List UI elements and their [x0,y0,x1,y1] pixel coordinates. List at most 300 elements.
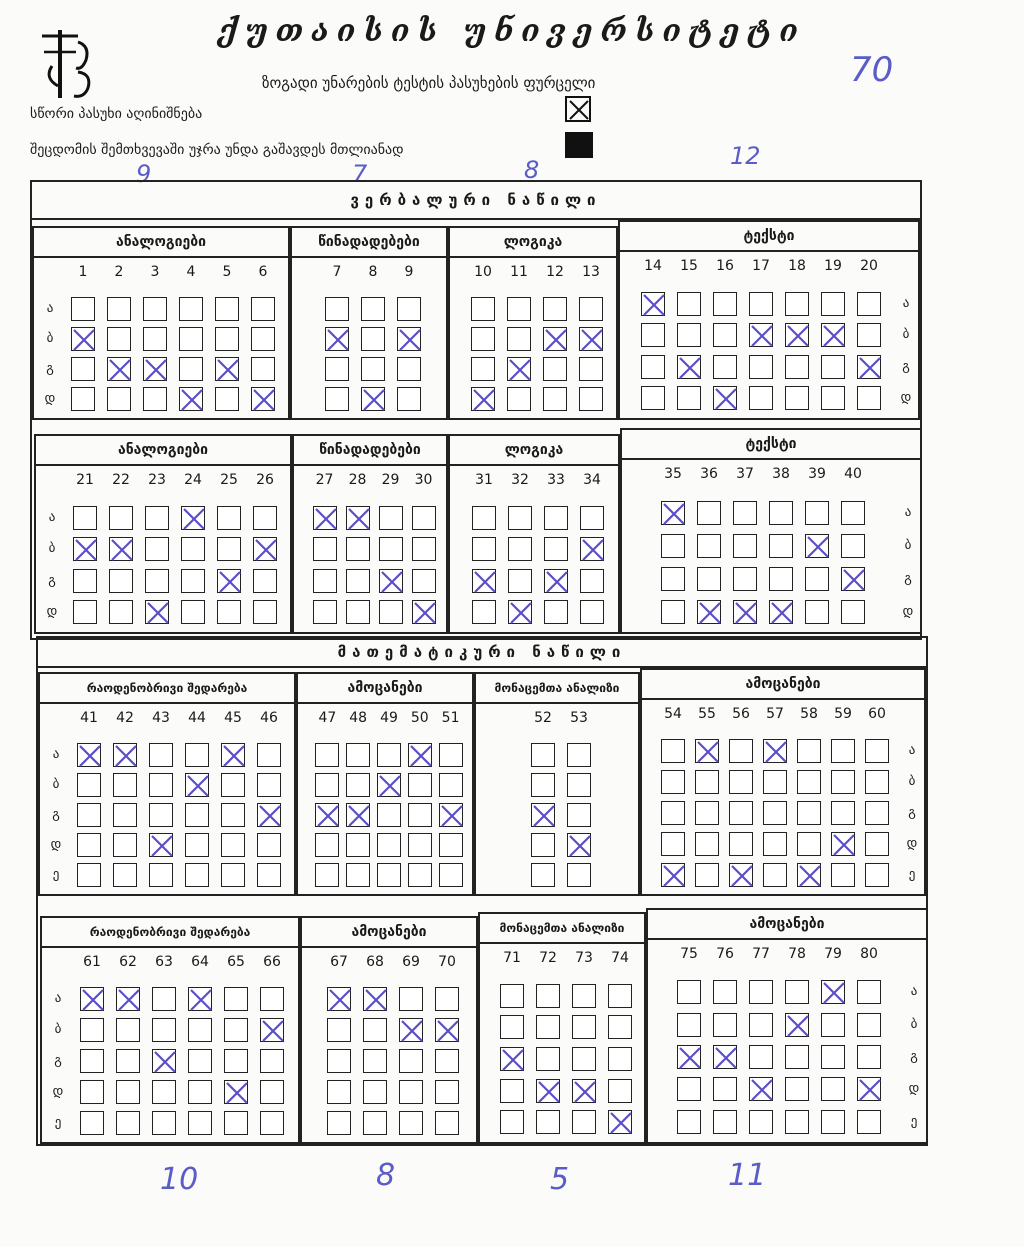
answer-checkbox[interactable] [544,537,568,561]
answer-checkbox[interactable] [253,600,277,624]
answer-checkbox[interactable] [695,801,719,825]
answer-checkbox[interactable] [608,1079,632,1103]
answer-checkbox[interactable] [327,1111,351,1135]
answer-checkbox[interactable] [181,569,205,593]
answer-checkbox[interactable] [435,987,459,1011]
answer-checkbox[interactable] [379,537,403,561]
answer-checkbox[interactable] [641,323,665,347]
answer-checkbox-marked[interactable] [695,739,719,763]
answer-checkbox[interactable] [251,327,275,351]
answer-checkbox-marked[interactable] [327,987,351,1011]
answer-checkbox[interactable] [313,537,337,561]
answer-checkbox-marked[interactable] [149,833,173,857]
answer-checkbox-marked[interactable] [439,803,463,827]
answer-checkbox[interactable] [500,1110,524,1134]
answer-checkbox[interactable] [769,501,793,525]
answer-checkbox-marked[interactable] [80,987,104,1011]
answer-checkbox[interactable] [377,743,401,767]
answer-checkbox[interactable] [439,833,463,857]
answer-checkbox[interactable] [865,739,889,763]
answer-checkbox[interactable] [361,357,385,381]
answer-checkbox[interactable] [785,1045,809,1069]
answer-checkbox[interactable] [73,569,97,593]
answer-checkbox-marked[interactable] [379,569,403,593]
answer-checkbox-marked[interactable] [313,506,337,530]
answer-checkbox[interactable] [224,987,248,1011]
answer-checkbox[interactable] [221,803,245,827]
answer-checkbox[interactable] [257,743,281,767]
answer-checkbox[interactable] [536,1047,560,1071]
answer-checkbox-marked[interactable] [661,863,685,887]
answer-checkbox-marked[interactable] [500,1047,524,1071]
answer-checkbox[interactable] [785,1110,809,1134]
answer-checkbox-marked[interactable] [315,803,339,827]
answer-checkbox[interactable] [221,833,245,857]
answer-checkbox[interactable] [769,567,793,591]
answer-checkbox[interactable] [797,739,821,763]
answer-checkbox[interactable] [80,1080,104,1104]
answer-checkbox[interactable] [397,387,421,411]
answer-checkbox[interactable] [217,537,241,561]
answer-checkbox[interactable] [841,600,865,624]
answer-checkbox-marked[interactable] [346,506,370,530]
answer-checkbox[interactable] [749,1045,773,1069]
answer-checkbox[interactable] [363,1111,387,1135]
answer-checkbox[interactable] [377,833,401,857]
answer-checkbox[interactable] [857,1110,881,1134]
answer-checkbox[interactable] [661,770,685,794]
answer-checkbox-marked[interactable] [733,600,757,624]
answer-checkbox[interactable] [143,387,167,411]
answer-checkbox[interactable] [580,569,604,593]
answer-checkbox[interactable] [749,355,773,379]
answer-checkbox-marked[interactable] [763,739,787,763]
answer-checkbox[interactable] [857,980,881,1004]
answer-checkbox[interactable] [805,600,829,624]
answer-checkbox-marked[interactable] [77,743,101,767]
answer-checkbox-marked[interactable] [260,1018,284,1042]
answer-checkbox[interactable] [325,387,349,411]
answer-checkbox[interactable] [608,984,632,1008]
answer-checkbox[interactable] [224,1049,248,1073]
answer-checkbox[interactable] [109,569,133,593]
answer-checkbox[interactable] [865,770,889,794]
answer-checkbox[interactable] [713,1077,737,1101]
answer-checkbox[interactable] [253,569,277,593]
answer-checkbox-marked[interactable] [251,387,275,411]
answer-checkbox-marked[interactable] [821,980,845,1004]
answer-checkbox-marked[interactable] [769,600,793,624]
answer-checkbox[interactable] [749,292,773,316]
answer-checkbox[interactable] [677,386,701,410]
answer-checkbox-marked[interactable] [435,1018,459,1042]
answer-checkbox[interactable] [260,1080,284,1104]
answer-checkbox[interactable] [821,292,845,316]
answer-checkbox[interactable] [215,297,239,321]
answer-checkbox[interactable] [251,357,275,381]
answer-checkbox-marked[interactable] [531,803,555,827]
answer-checkbox-marked[interactable] [544,569,568,593]
answer-checkbox-marked[interactable] [408,743,432,767]
answer-checkbox[interactable] [185,863,209,887]
answer-checkbox[interactable] [107,297,131,321]
answer-checkbox[interactable] [439,743,463,767]
answer-checkbox-marked[interactable] [363,987,387,1011]
answer-checkbox[interactable] [435,1111,459,1135]
answer-checkbox-marked[interactable] [713,1045,737,1069]
answer-checkbox[interactable] [531,833,555,857]
answer-checkbox[interactable] [713,1013,737,1037]
answer-checkbox[interactable] [224,1018,248,1042]
answer-checkbox[interactable] [361,327,385,351]
answer-checkbox[interactable] [439,863,463,887]
answer-checkbox[interactable] [377,803,401,827]
answer-checkbox[interactable] [471,327,495,351]
answer-checkbox[interactable] [412,506,436,530]
answer-checkbox[interactable] [188,1080,212,1104]
answer-checkbox[interactable] [145,537,169,561]
answer-checkbox-marked[interactable] [257,803,281,827]
answer-checkbox[interactable] [116,1111,140,1135]
answer-checkbox[interactable] [152,1080,176,1104]
answer-checkbox[interactable] [805,567,829,591]
answer-checkbox[interactable] [315,863,339,887]
answer-checkbox-marked[interactable] [821,323,845,347]
answer-checkbox[interactable] [315,743,339,767]
answer-checkbox[interactable] [408,803,432,827]
answer-checkbox-marked[interactable] [508,600,532,624]
answer-checkbox[interactable] [363,1080,387,1104]
answer-checkbox-marked[interactable] [471,387,495,411]
answer-checkbox[interactable] [579,357,603,381]
answer-checkbox[interactable] [544,506,568,530]
answer-checkbox[interactable] [109,506,133,530]
answer-checkbox-marked[interactable] [785,323,809,347]
answer-checkbox[interactable] [579,387,603,411]
answer-checkbox-marked[interactable] [397,327,421,351]
answer-checkbox[interactable] [179,297,203,321]
answer-checkbox[interactable] [439,773,463,797]
answer-checkbox[interactable] [346,773,370,797]
answer-checkbox-marked[interactable] [677,1045,701,1069]
answer-checkbox[interactable] [857,292,881,316]
answer-checkbox[interactable] [107,387,131,411]
answer-checkbox[interactable] [325,357,349,381]
answer-checkbox[interactable] [500,1079,524,1103]
answer-checkbox-marked[interactable] [507,357,531,381]
answer-checkbox[interactable] [661,739,685,763]
answer-checkbox[interactable] [363,1049,387,1073]
answer-checkbox[interactable] [152,1111,176,1135]
answer-checkbox[interactable] [179,327,203,351]
answer-checkbox[interactable] [769,534,793,558]
answer-checkbox[interactable] [695,863,719,887]
answer-checkbox[interactable] [831,801,855,825]
answer-checkbox-marked[interactable] [71,327,95,351]
answer-checkbox[interactable] [500,1015,524,1039]
answer-checkbox[interactable] [435,1049,459,1073]
answer-checkbox[interactable] [327,1080,351,1104]
answer-checkbox-marked[interactable] [841,567,865,591]
answer-checkbox[interactable] [865,832,889,856]
answer-checkbox[interactable] [113,803,137,827]
answer-checkbox[interactable] [785,1077,809,1101]
answer-checkbox[interactable] [313,569,337,593]
answer-checkbox-marked[interactable] [185,773,209,797]
answer-checkbox-marked[interactable] [749,1077,773,1101]
answer-checkbox[interactable] [377,863,401,887]
answer-checkbox[interactable] [641,386,665,410]
answer-checkbox[interactable] [865,801,889,825]
answer-checkbox[interactable] [346,833,370,857]
answer-checkbox[interactable] [363,1018,387,1042]
answer-checkbox[interactable] [71,357,95,381]
answer-checkbox[interactable] [116,1049,140,1073]
answer-checkbox[interactable] [361,297,385,321]
answer-checkbox[interactable] [821,1045,845,1069]
answer-checkbox[interactable] [580,506,604,530]
answer-checkbox-marked[interactable] [785,1013,809,1037]
answer-checkbox-marked[interactable] [253,537,277,561]
answer-checkbox-marked[interactable] [113,743,137,767]
answer-checkbox[interactable] [763,770,787,794]
answer-checkbox[interactable] [785,386,809,410]
answer-checkbox[interactable] [695,770,719,794]
answer-checkbox[interactable] [785,292,809,316]
answer-checkbox[interactable] [346,600,370,624]
answer-checkbox[interactable] [109,600,133,624]
answer-checkbox[interactable] [251,297,275,321]
answer-checkbox-marked[interactable] [145,600,169,624]
answer-checkbox[interactable] [567,773,591,797]
answer-checkbox[interactable] [145,569,169,593]
answer-checkbox[interactable] [572,1015,596,1039]
answer-checkbox-marked[interactable] [412,600,436,624]
answer-checkbox[interactable] [149,863,173,887]
answer-checkbox[interactable] [143,327,167,351]
answer-checkbox[interactable] [507,387,531,411]
answer-checkbox[interactable] [152,987,176,1011]
answer-checkbox-marked[interactable] [217,569,241,593]
answer-checkbox[interactable] [821,386,845,410]
answer-checkbox[interactable] [749,980,773,1004]
answer-checkbox[interactable] [763,863,787,887]
answer-checkbox[interactable] [572,984,596,1008]
answer-checkbox-marked[interactable] [543,327,567,351]
answer-checkbox-marked[interactable] [181,506,205,530]
answer-checkbox[interactable] [315,833,339,857]
answer-checkbox[interactable] [215,327,239,351]
answer-checkbox[interactable] [733,534,757,558]
answer-checkbox[interactable] [697,567,721,591]
answer-checkbox[interactable] [399,1111,423,1135]
answer-checkbox[interactable] [217,506,241,530]
answer-checkbox-marked[interactable] [797,863,821,887]
answer-checkbox[interactable] [821,355,845,379]
answer-checkbox[interactable] [149,773,173,797]
answer-checkbox[interactable] [785,355,809,379]
answer-checkbox[interactable] [107,327,131,351]
answer-checkbox[interactable] [857,323,881,347]
answer-checkbox[interactable] [713,323,737,347]
answer-checkbox[interactable] [567,743,591,767]
answer-checkbox-marked[interactable] [215,357,239,381]
answer-checkbox[interactable] [397,297,421,321]
answer-checkbox[interactable] [641,355,665,379]
answer-checkbox[interactable] [749,1110,773,1134]
answer-checkbox[interactable] [77,833,101,857]
answer-checkbox-marked[interactable] [641,292,665,316]
answer-checkbox[interactable] [831,739,855,763]
answer-checkbox[interactable] [188,1049,212,1073]
answer-checkbox[interactable] [221,863,245,887]
answer-checkbox-marked[interactable] [579,327,603,351]
answer-checkbox-marked[interactable] [399,1018,423,1042]
answer-checkbox-marked[interactable] [536,1079,560,1103]
answer-checkbox-marked[interactable] [572,1079,596,1103]
answer-checkbox[interactable] [567,863,591,887]
answer-checkbox[interactable] [544,600,568,624]
answer-checkbox-marked[interactable] [729,863,753,887]
answer-checkbox[interactable] [379,506,403,530]
answer-checkbox[interactable] [785,980,809,1004]
answer-checkbox[interactable] [797,801,821,825]
answer-checkbox[interactable] [677,292,701,316]
answer-checkbox[interactable] [531,743,555,767]
answer-checkbox[interactable] [472,600,496,624]
answer-checkbox-marked[interactable] [346,803,370,827]
answer-checkbox-marked[interactable] [805,534,829,558]
answer-checkbox[interactable] [399,987,423,1011]
answer-checkbox[interactable] [188,1018,212,1042]
answer-checkbox-marked[interactable] [749,323,773,347]
answer-checkbox[interactable] [729,832,753,856]
answer-checkbox[interactable] [763,801,787,825]
answer-checkbox[interactable] [113,863,137,887]
answer-checkbox[interactable] [221,773,245,797]
answer-checkbox[interactable] [531,863,555,887]
answer-checkbox[interactable] [185,743,209,767]
answer-checkbox-marked[interactable] [361,387,385,411]
answer-checkbox[interactable] [257,773,281,797]
answer-checkbox[interactable] [315,773,339,797]
answer-checkbox[interactable] [579,297,603,321]
answer-checkbox-marked[interactable] [116,987,140,1011]
answer-checkbox-marked[interactable] [377,773,401,797]
answer-checkbox[interactable] [77,863,101,887]
answer-checkbox[interactable] [841,534,865,558]
answer-checkbox[interactable] [677,1077,701,1101]
answer-checkbox-marked[interactable] [109,537,133,561]
answer-checkbox[interactable] [543,297,567,321]
answer-checkbox[interactable] [188,1111,212,1135]
answer-checkbox[interactable] [260,987,284,1011]
answer-checkbox-marked[interactable] [152,1049,176,1073]
answer-checkbox[interactable] [749,386,773,410]
answer-checkbox[interactable] [257,833,281,857]
answer-checkbox[interactable] [80,1049,104,1073]
answer-checkbox-marked[interactable] [224,1080,248,1104]
answer-checkbox[interactable] [215,387,239,411]
answer-checkbox[interactable] [677,1013,701,1037]
answer-checkbox[interactable] [661,832,685,856]
answer-checkbox[interactable] [149,743,173,767]
answer-checkbox[interactable] [379,600,403,624]
answer-checkbox[interactable] [713,355,737,379]
answer-checkbox-marked[interactable] [697,600,721,624]
answer-checkbox[interactable] [71,297,95,321]
answer-checkbox[interactable] [508,569,532,593]
answer-checkbox[interactable] [143,297,167,321]
answer-checkbox-marked[interactable] [677,355,701,379]
answer-checkbox[interactable] [408,863,432,887]
answer-checkbox[interactable] [797,832,821,856]
answer-checkbox-marked[interactable] [567,833,591,857]
answer-checkbox[interactable] [572,1047,596,1071]
answer-checkbox[interactable] [821,1110,845,1134]
answer-checkbox[interactable] [80,1111,104,1135]
answer-checkbox[interactable] [536,1110,560,1134]
answer-checkbox[interactable] [507,297,531,321]
answer-checkbox-marked[interactable] [713,386,737,410]
answer-checkbox-marked[interactable] [325,327,349,351]
answer-checkbox[interactable] [472,537,496,561]
answer-checkbox[interactable] [181,600,205,624]
answer-checkbox[interactable] [677,980,701,1004]
answer-checkbox[interactable] [733,567,757,591]
answer-checkbox[interactable] [260,1049,284,1073]
answer-checkbox[interactable] [536,1015,560,1039]
answer-checkbox-marked[interactable] [143,357,167,381]
answer-checkbox[interactable] [677,1110,701,1134]
answer-checkbox[interactable] [797,770,821,794]
answer-checkbox-marked[interactable] [661,501,685,525]
answer-checkbox[interactable] [346,863,370,887]
answer-checkbox-marked[interactable] [107,357,131,381]
answer-checkbox[interactable] [749,1013,773,1037]
answer-checkbox[interactable] [113,833,137,857]
answer-checkbox[interactable] [661,801,685,825]
answer-checkbox[interactable] [80,1018,104,1042]
answer-checkbox[interactable] [185,803,209,827]
answer-checkbox[interactable] [821,1077,845,1101]
answer-checkbox[interactable] [729,739,753,763]
answer-checkbox[interactable] [841,501,865,525]
answer-checkbox[interactable] [805,501,829,525]
answer-checkbox[interactable] [507,327,531,351]
answer-checkbox[interactable] [543,387,567,411]
answer-checkbox[interactable] [608,1015,632,1039]
answer-checkbox[interactable] [73,600,97,624]
answer-checkbox[interactable] [185,833,209,857]
answer-checkbox[interactable] [408,833,432,857]
answer-checkbox[interactable] [412,569,436,593]
answer-checkbox[interactable] [412,537,436,561]
answer-checkbox[interactable] [257,863,281,887]
answer-checkbox[interactable] [327,1018,351,1042]
answer-checkbox[interactable] [831,863,855,887]
answer-checkbox[interactable] [661,567,685,591]
answer-checkbox[interactable] [325,297,349,321]
answer-checkbox[interactable] [580,600,604,624]
answer-checkbox[interactable] [71,387,95,411]
answer-checkbox[interactable] [831,770,855,794]
answer-checkbox[interactable] [253,506,277,530]
answer-checkbox[interactable] [531,773,555,797]
answer-checkbox[interactable] [116,1018,140,1042]
answer-checkbox[interactable] [397,357,421,381]
answer-checkbox[interactable] [73,506,97,530]
